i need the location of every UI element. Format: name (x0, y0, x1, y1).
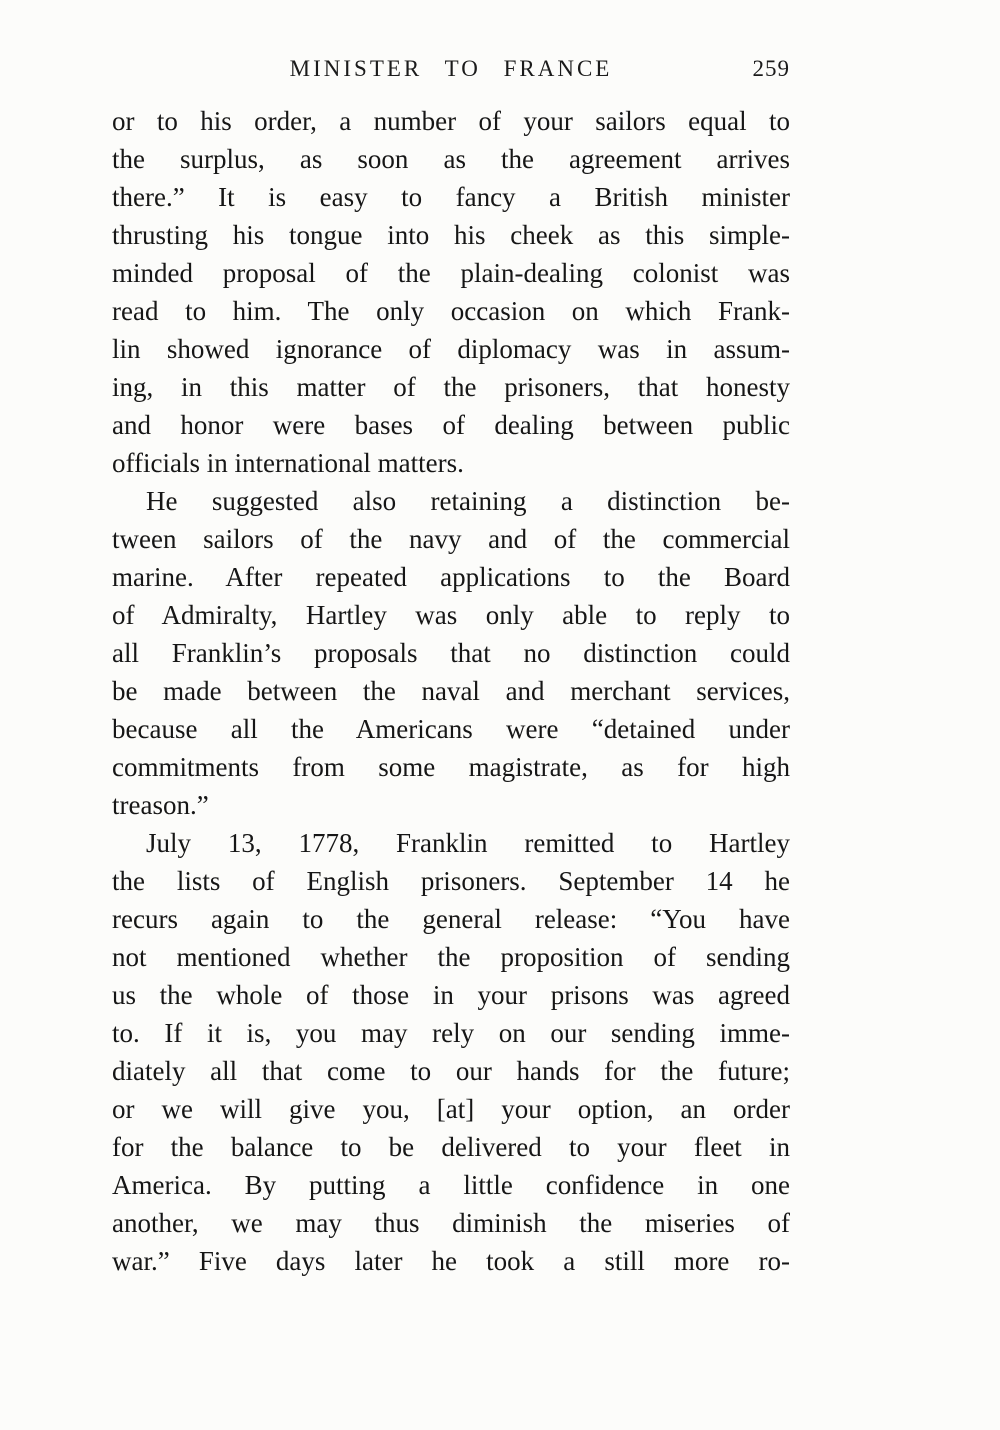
text-line: the lists of English prisoners. September 14 he (112, 866, 790, 896)
text-line: and honor were bases of dealing between public (112, 410, 790, 440)
text-line: ing, in this matter of the prisoners, that honesty (112, 372, 790, 402)
text-line: read to him. The only occasion on which Frank- (112, 296, 790, 326)
text-line: recurs again to the general release: “You have (112, 904, 790, 934)
text-line: July 13, 1778, Franklin remitted to Hartley (146, 828, 790, 858)
text-line: He suggested also retaining a distinction be- (146, 486, 790, 516)
text-line: for the balance to be delivered to your fleet in (112, 1132, 790, 1162)
text-line: to. If it is, you may rely on our sending imme- (112, 1018, 790, 1048)
text-line: lin showed ignorance of diplomacy was in assum- (112, 334, 790, 364)
text-line: not mentioned whether the proposition of sending (112, 942, 790, 972)
text-line: another, we may thus diminish the miseries of (112, 1208, 790, 1238)
text-line: all Franklin’s proposals that no distinction could (112, 638, 790, 668)
text-line: be made between the naval and merchant services, (112, 676, 790, 706)
text-line: or to his order, a number of your sailors equal to (112, 106, 790, 136)
page-body (112, 102, 790, 1280)
running-title: MINISTER TO FRANCE (289, 56, 613, 81)
text-line: war.” Five days later he took a still more ro- (112, 1246, 790, 1276)
text-line: treason.” (112, 790, 209, 820)
text-line: commitments from some magistrate, as for high (112, 752, 790, 782)
text-line: officials in international matters. (112, 448, 464, 478)
text-line: thrusting his tongue into his cheek as this simple- (112, 220, 790, 250)
text-line: the surplus, as soon as the agreement arrives (112, 144, 790, 174)
text-line: there.” It is easy to fancy a British minister (112, 182, 790, 212)
text-line: diately all that come to our hands for the future; (112, 1056, 790, 1086)
text-line: America. By putting a little confidence in one (112, 1170, 790, 1200)
text-line: tween sailors of the navy and of the commercial (112, 524, 790, 554)
text-line: because all the Americans were “detained under (112, 714, 790, 744)
page-number: 259 (752, 56, 790, 81)
text-line: us the whole of those in your prisons was agreed (112, 980, 790, 1010)
page-header (112, 56, 790, 90)
text-line: or we will give you, [at] your option, an order (112, 1094, 790, 1124)
text-line: of Admiralty, Hartley was only able to reply to (112, 600, 790, 630)
text-line: minded proposal of the plain-dealing colonist was (112, 258, 790, 288)
text-line: marine. After repeated applications to the Board (112, 562, 790, 592)
